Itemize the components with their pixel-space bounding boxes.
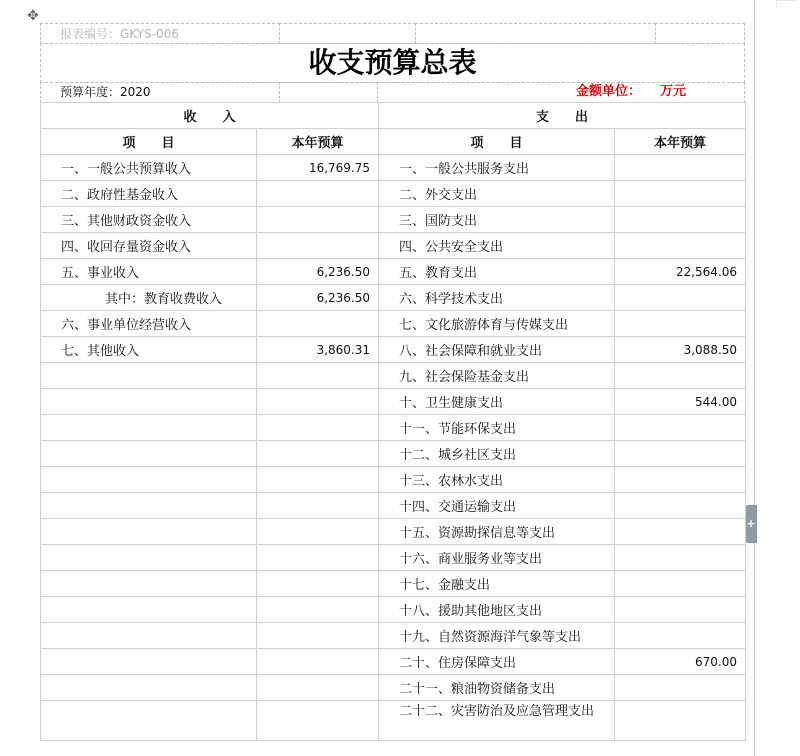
income-item-cell <box>41 623 257 649</box>
income-item-cell <box>41 545 257 571</box>
expense-item-cell: 五、教育支出 <box>379 259 615 285</box>
expense-item-cell: 九、社会保险基金支出 <box>379 363 615 389</box>
expense-item-cell: 三、国防支出 <box>379 207 615 233</box>
income-item-cell <box>41 571 257 597</box>
expense-item-cell: 八、社会保障和就业支出 <box>379 337 615 363</box>
header-cell <box>279 82 378 103</box>
income-item-cell: 其中：教育收费收入 <box>41 285 257 311</box>
expense-item-cell: 十四、交通运输支出 <box>379 493 615 519</box>
income-item-cell <box>41 649 257 675</box>
expense-section-header: 支 出 <box>379 103 746 129</box>
income-budget-cell <box>257 311 379 337</box>
income-budget-cell <box>257 623 379 649</box>
income-budget-cell: 16,769.75 <box>257 155 379 181</box>
income-budget-cell <box>257 597 379 623</box>
expense-item-cell: 一、一般公共服务支出 <box>379 155 615 181</box>
expense-item-cell: 十七、金融支出 <box>379 571 615 597</box>
income-budget-cell <box>257 363 379 389</box>
table-row <box>41 701 746 741</box>
table-row <box>41 519 746 545</box>
expense-item-cell: 十三、农林水支出 <box>379 467 615 493</box>
amount-unit-value: 万元 <box>660 84 687 99</box>
income-budget-cell: 3,860.31 <box>257 337 379 363</box>
expense-budget-cell <box>615 233 746 259</box>
budget-table <box>40 102 746 741</box>
income-item-cell: 六、事业单位经营收入 <box>41 311 257 337</box>
table-row <box>41 571 746 597</box>
expense-budget-cell <box>615 467 746 493</box>
income-budget-cell: 6,236.50 <box>257 285 379 311</box>
income-item-cell <box>41 493 257 519</box>
expense-item-cell: 四、公共安全支出 <box>379 233 615 259</box>
income-item-cell <box>41 519 257 545</box>
table-row <box>41 285 746 311</box>
income-budget-cell <box>257 545 379 571</box>
expense-budget-cell <box>615 545 746 571</box>
expense-budget-cell <box>615 285 746 311</box>
table-row <box>41 181 746 207</box>
window-border <box>754 0 755 756</box>
expense-item-cell: 二十一、粮油物资储备支出 <box>379 675 615 701</box>
income-item-cell: 七、其他收入 <box>41 337 257 363</box>
expense-item-cell: 二十、住房保障支出 <box>379 649 615 675</box>
report-number: 报表编号：GKYS-006 <box>60 27 179 41</box>
expense-budget-cell <box>615 181 746 207</box>
income-item-cell <box>41 441 257 467</box>
expand-panel-icon[interactable]: + <box>745 505 757 543</box>
expense-budget-cell: 544.00 <box>615 389 746 415</box>
income-item-cell: 五、事业收入 <box>41 259 257 285</box>
income-item-cell: 四、收回存量资金收入 <box>41 233 257 259</box>
table-row <box>41 675 746 701</box>
header-cell <box>377 82 745 103</box>
table-row <box>41 259 746 285</box>
table-row <box>41 155 746 181</box>
income-item-cell <box>41 363 257 389</box>
expense-item-cell: 十五、资源勘探信息等支出 <box>379 519 615 545</box>
expense-budget-cell: 670.00 <box>615 649 746 675</box>
report-title: 收支预算总表 <box>308 46 477 79</box>
expense-budget-header: 本年预算 <box>615 129 746 155</box>
table-row <box>41 363 746 389</box>
expense-item-cell: 十二、城乡社区支出 <box>379 441 615 467</box>
expense-item-cell: 六、科学技术支出 <box>379 285 615 311</box>
table-row <box>41 441 746 467</box>
table-row <box>41 233 746 259</box>
expense-budget-cell <box>615 701 746 741</box>
income-item-cell <box>41 415 257 441</box>
header-cell <box>415 23 656 44</box>
table-row <box>41 389 746 415</box>
corner-line <box>776 0 796 1</box>
expense-item-cell: 二十二、灾害防治及应急管理支出 <box>379 701 615 741</box>
header-cell <box>279 23 416 44</box>
expense-budget-cell <box>615 415 746 441</box>
income-budget-cell <box>257 649 379 675</box>
expense-item-cell: 七、文化旅游体育与传媒支出 <box>379 311 615 337</box>
income-budget-cell <box>257 415 379 441</box>
table-row <box>41 467 746 493</box>
expense-budget-cell <box>615 207 746 233</box>
expense-budget-cell <box>615 519 746 545</box>
table-row <box>41 545 746 571</box>
table-row <box>41 311 746 337</box>
income-budget-cell <box>257 233 379 259</box>
expense-budget-cell <box>615 363 746 389</box>
income-budget-cell <box>257 467 379 493</box>
expense-budget-cell <box>615 597 746 623</box>
table-row <box>41 597 746 623</box>
expense-item-cell: 十一、节能环保支出 <box>379 415 615 441</box>
expense-budget-cell <box>615 155 746 181</box>
income-budget-cell <box>257 493 379 519</box>
expense-item-cell: 十八、援助其他地区支出 <box>379 597 615 623</box>
expense-budget-cell <box>615 311 746 337</box>
expense-item-cell: 十、卫生健康支出 <box>379 389 615 415</box>
income-item-cell <box>41 675 257 701</box>
income-item-cell <box>41 597 257 623</box>
budget-year: 预算年度：2020 <box>60 85 151 99</box>
income-item-cell <box>41 701 257 741</box>
income-budget-cell <box>257 701 379 741</box>
income-budget-header: 本年预算 <box>257 129 379 155</box>
income-item-cell <box>41 389 257 415</box>
income-budget-cell <box>257 571 379 597</box>
expense-budget-cell <box>615 571 746 597</box>
table-row <box>41 207 746 233</box>
expense-item-cell: 十九、自然资源海洋气象等支出 <box>379 623 615 649</box>
expense-budget-cell: 22,564.06 <box>615 259 746 285</box>
section-header-row <box>41 103 746 129</box>
table-row <box>41 493 746 519</box>
expense-item-cell: 二、外交支出 <box>379 181 615 207</box>
income-budget-cell <box>257 207 379 233</box>
table-row <box>41 623 746 649</box>
expense-budget-cell: 3,088.50 <box>615 337 746 363</box>
income-budget-cell <box>257 181 379 207</box>
expense-item-header: 项 目 <box>379 129 615 155</box>
expense-budget-cell <box>615 623 746 649</box>
income-item-cell: 三、其他财政资金收入 <box>41 207 257 233</box>
expense-budget-cell <box>615 441 746 467</box>
expense-budget-cell <box>615 493 746 519</box>
expense-budget-cell <box>615 675 746 701</box>
income-item-cell: 一、一般公共预算收入 <box>41 155 257 181</box>
income-item-header: 项 目 <box>41 129 257 155</box>
income-section-header: 收 入 <box>41 103 379 129</box>
income-item-cell <box>41 467 257 493</box>
income-budget-cell <box>257 389 379 415</box>
income-item-cell: 二、政府性基金收入 <box>41 181 257 207</box>
move-icon[interactable]: ✥ <box>27 8 39 24</box>
table-row <box>41 649 746 675</box>
amount-unit-label: 金额单位： <box>576 84 642 99</box>
column-header-row <box>41 129 746 155</box>
income-budget-cell: 6,236.50 <box>257 259 379 285</box>
corner-line <box>776 0 777 8</box>
table-row <box>41 337 746 363</box>
income-budget-cell <box>257 441 379 467</box>
income-budget-cell <box>257 519 379 545</box>
header-cell <box>655 23 745 44</box>
income-budget-cell <box>257 675 379 701</box>
expense-item-cell: 十六、商业服务业等支出 <box>379 545 615 571</box>
table-row <box>41 415 746 441</box>
